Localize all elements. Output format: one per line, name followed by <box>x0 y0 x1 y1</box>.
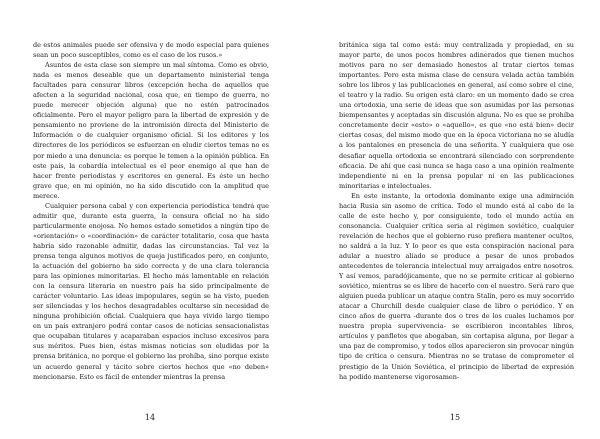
right-page <box>300 0 600 439</box>
paragraph: Cualquier persona cabal y con experiencia periodística tendrá que admitir que, durante esta guerra, la censura oficial no ha sido particularmente enojosa. No hemos estado sometidos a ningún tipo de «orientación» o «coordinación» de carácter totalitario, cosa que hasta habría sido razonable admitir, dadas las circunstancias. Tal vez la prensa tenga algunos motivos de queja justificados pero, en conjunto, la actuación del gobierno ha sido correcta y de una clara tolerancia para las opiniones minoritarias. El hecho más lamentable en relación con la censura literaria en nuestro país ha sido principalmente de carácter voluntario. Las ideas impopulares, según se ha visto, pueden ser silenciadas y los hechos desagradables ocultarse sin necesidad de ninguna prohibición oficial. Cualquiera que haya vivido largo tiempo en un país extranjero podrá contar casos de noticias sensacionalistas que ocupaban titulares y acaparaban espacios incluso excesivos para sus méritos. Pues bien, éstas mismas noticias son eludidas por la prensa británica, no porque el gobierno las prohíba, sino porque existe un acuerdo general y tácito sobre ciertos hechos que «no deben» mencionarse. Esto es fácil de entender mientras la prensa <box>33 201 269 381</box>
paragraph: de estos animales puede ser ofensiva y de modo especial para quienes sean un poco susceptibles, como es el caso de los rusos.» <box>33 41 269 60</box>
right-page-text <box>339 40 574 382</box>
paragraph: Asuntos de esta clase son siempre un mal síntoma. Como es obvio, nada es menos deseable que un departamento ministerial tenga facultades para censurar libros (excepción hecha de aquellos que afecten a la seguridad nacional, cosa que, en tiempo de guerra, no puede merecer objeción alguna) que no estén patrocinados oficialmente. Pero el mayor peligro para la libertad de expresión y de pensamiento no proviene de la intromisión directa del Ministerio de Información o de cualquier organismo oficial. Si los editores y los directores de los periódicos se esfuerzan en eludir ciertos temas no es por miedo a una denuncia: es porque le temen a la opinión pública. En este país, la cobardía intelectual es el peor enemigo al que han de hacer frente periodistas y escritores en general. Es éste un hecho grave que, en mi opinión, no ha sido discutido con la amplitud que merece. <box>33 61 269 200</box>
page-number: 15 <box>449 413 461 422</box>
left-page-text <box>33 40 269 382</box>
page-number: 14 <box>144 413 156 422</box>
paragraph: británica siga tal como está: muy centralizada y propiedad, en su mayor parte, de unos pocos hombres adinerados que tienen muchos motivos para no ser demasiado honestos al tratar ciertos temas importantes. Pero esta misma clase de censura velada actúa también sobre los libros y las publicaciones en general, así como sobre el cine, el teatro y la radio. Su origen está claro: en un momento dado se crea una ortodoxia, una serie de ideas que son asumidas por las personas biempensantes y aceptadas sin discusión alguna. No es que se prohíba concretamente decir «esto» o «aquello», es que «no está bien» decir ciertas cosas, del mismo modo que en la época victoriana no se aludía a los pantalones en presencia de una señorita. Y cualquiera que ose desafiar aquella ortodoxia se encontrará silenciado con sorprendente eficacia. De ahí que casi nunca se haga caso a una opinión realmente independiente ni en la prensa popular ni en las publicaciones minoritarias e intelectuales. <box>339 41 574 190</box>
paragraph: En este instante, la ortodoxia dominante exige una admiración hacia Rusia sin asomo de crítica. Todo el mundo está al cabo de la calle de este hecho y, por consiguiente, todo el mundo actúa en consonancia. Cualquier crítica seria al régimen soviético, cualquier revelación de hechos que el gobierno ruso prefiera mantener ocultos, no saldrá a la luz. Y lo peor es que esta conspiración nacional para adular a nuestro aliado se produce a pesar de unos probados antecedentes de tolerancia intelectual muy arraigados entre nosotros. Y así vemos, paradójicamente, que no se permite criticar al gobierno soviético, mientras se es libre de hacerlo con el nuestro. Será raro que alguien pueda publicar un ataque contra Stalin, pero es muy socorrido atacar a Churchill desde cualquier clase de libro o periódico. Y en cinco años de guerra -durante dos o tres de los cuales luchamos por nuestra propia supervivencia- se escribieron incontables libros, artículos y panfletos que abogaban, sin cortapisa alguna, por llegar a una paz de compromiso, y todos ellos aparecieron sin provocar ningún tipo de crítica o censura. Mientras no se tratase de comprometer el prestigio de la Unión Soviética, el principio de libertad de expresión ha podido mantenerse vigorosamen- <box>339 191 574 381</box>
